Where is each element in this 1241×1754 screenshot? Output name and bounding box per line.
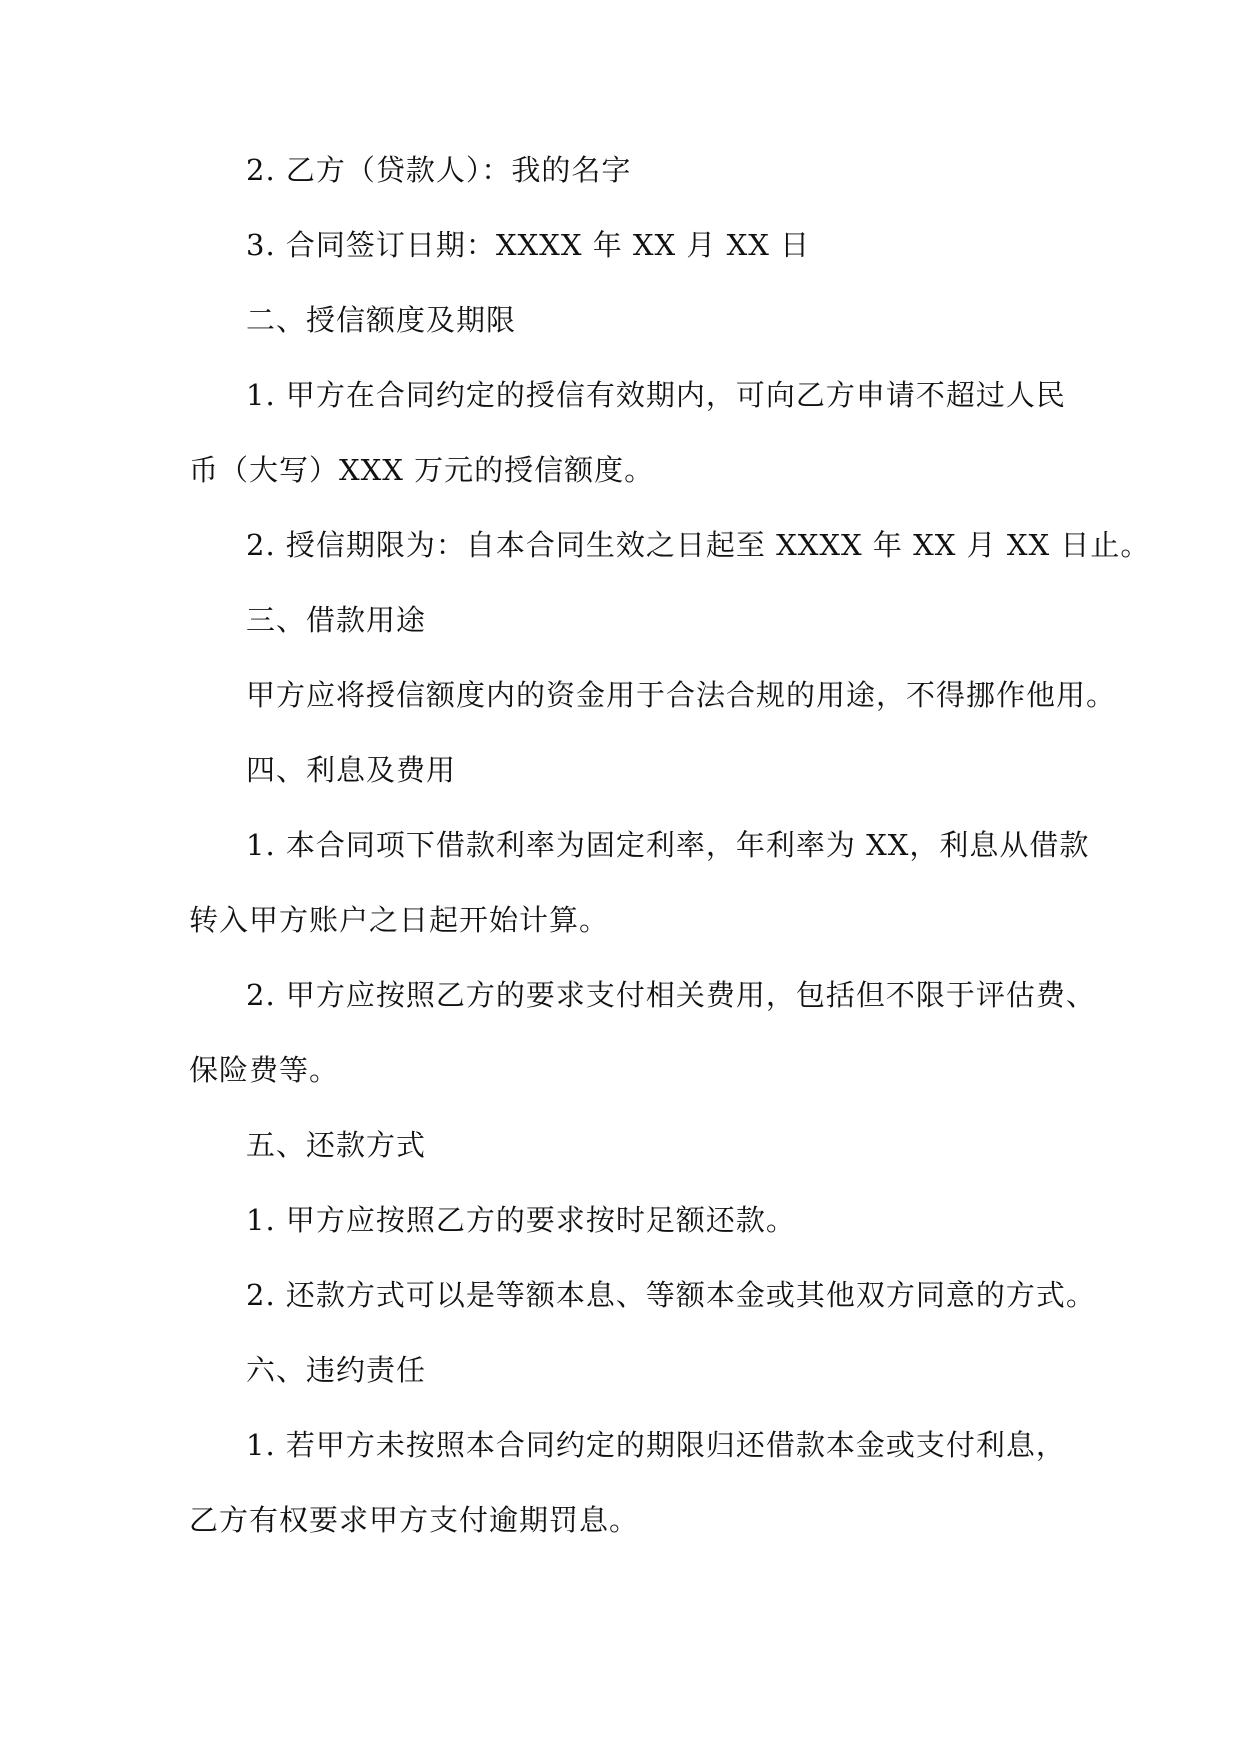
liability-item1-line1: 1. 若甲方未按照本合同约定的期限归还借款本金或支付利息， [246,1428,1066,1462]
section-heading-credit-limit: 二、授信额度及期限 [246,303,517,337]
section-heading-loan-purpose: 三、借款用途 [246,603,427,637]
interest-item1-line1: 1. 本合同项下借款利率为固定利率，年利率为 XX，利息从借款 [246,828,1090,862]
credit-item1-line1: 1. 甲方在合同约定的授信有效期内，可向乙方申请不超过人民 [246,378,1066,412]
credit-item1-line2: 币（大写）XXX 万元的授信额度。 [189,453,655,487]
party-b-line: 2. 乙方（贷款人）：我的名字 [246,153,632,187]
loan-purpose-body: 甲方应将授信额度内的资金用于合法合规的用途，不得挪作他用。 [246,678,1117,712]
interest-item2-line1: 2. 甲方应按照乙方的要求支付相关费用，包括但不限于评估费、 [246,978,1096,1012]
repayment-item1: 1. 甲方应按照乙方的要求按时足额还款。 [246,1203,796,1237]
credit-item2: 2. 授信期限为：自本合同生效之日起至 XXXX 年 XX 月 XX 日止。 [246,528,1151,562]
liability-item1-line2: 乙方有权要求甲方支付逾期罚息。 [189,1503,640,1537]
section-heading-repayment: 五、还款方式 [246,1128,427,1162]
repayment-item2: 2. 还款方式可以是等额本息、等额本金或其他双方同意的方式。 [246,1278,1096,1312]
sign-date-line: 3. 合同签订日期：XXXX 年 XX 月 XX 日 [246,228,811,262]
section-heading-interest: 四、利息及费用 [246,753,457,787]
section-heading-liability: 六、违约责任 [246,1353,427,1387]
interest-item2-line2: 保险费等。 [189,1053,340,1087]
interest-item1-line2: 转入甲方账户之日起开始计算。 [189,903,610,937]
